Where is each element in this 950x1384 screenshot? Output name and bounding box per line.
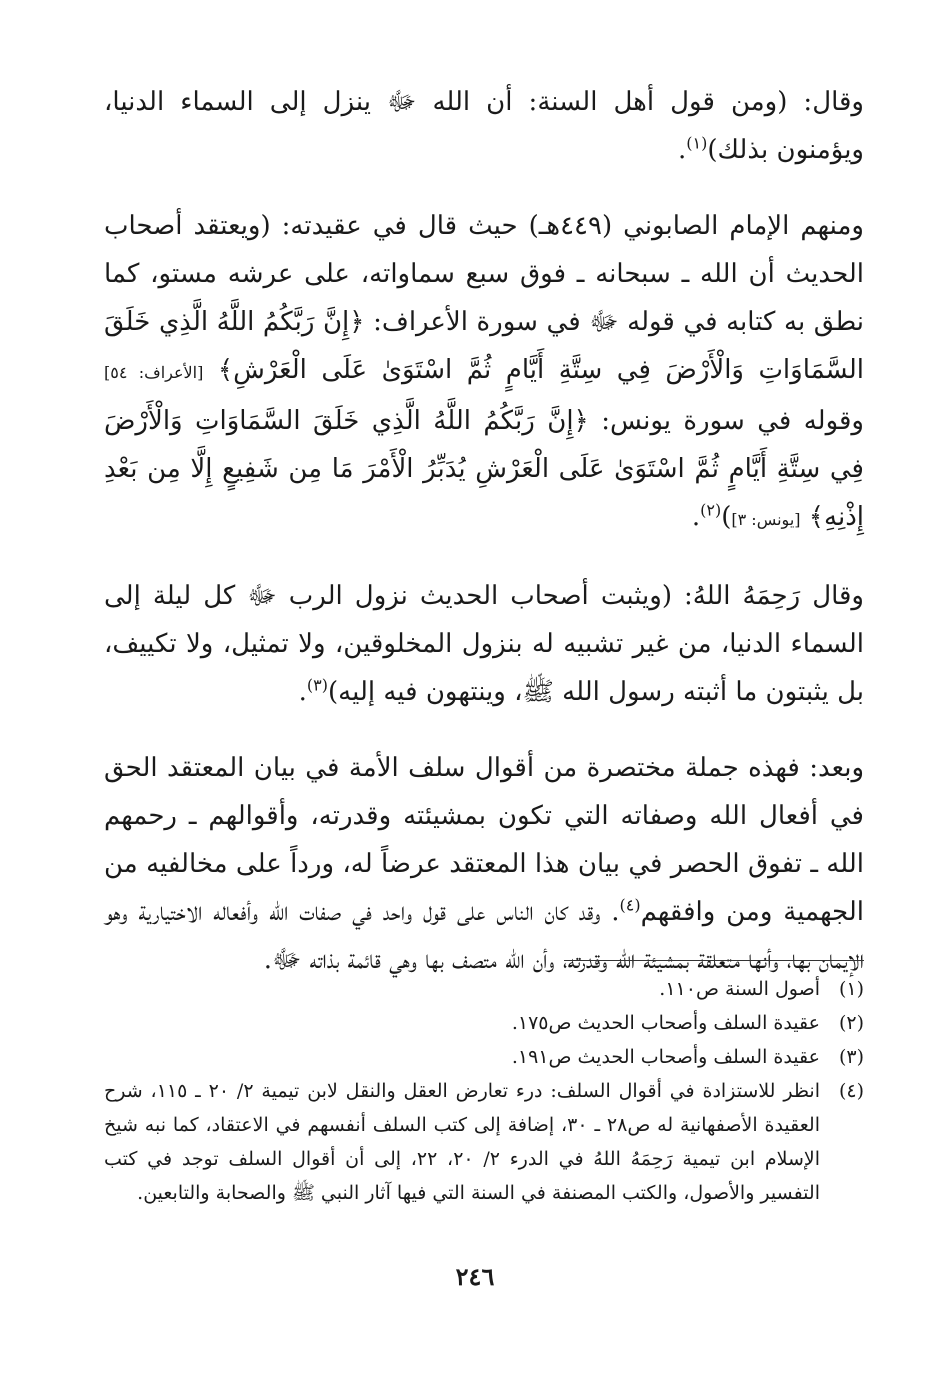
verse-reference-yunus: [يونس: ٣]	[731, 510, 801, 529]
footnote-marker-2: (٢)	[700, 500, 722, 520]
footnote-marker-1: (١)	[686, 133, 708, 153]
footnote-3	[104, 1040, 864, 1074]
footnote-2	[104, 1006, 864, 1040]
paragraph-2-middle: وقوله في سورة يونس:	[601, 406, 864, 436]
paragraph-2	[104, 202, 864, 544]
footnote-divider	[564, 960, 864, 961]
footnote-number: (٤)	[838, 1080, 864, 1102]
paragraph-3-end: .	[298, 677, 307, 707]
paragraph-3-text: وقال رَحِمَهُ اللهُ: (ويثبت أصحاب الحديث نزول الرب ﷻ كل ليلة إلى السماء الدنيا، من غير تشبيه له بنزول المخلوقين، ولا تمثيل، ولا تكييف، بل يثبتون ما أثبته رسول الله ﷺ، وينتهون فيه إليه)	[104, 581, 864, 707]
quran-verse-yunus: ﴿إِنَّ رَبَّكُمُ اللَّهُ الَّذِي خَلَقَ السَّمَاوَاتِ وَالْأَرْضَ فِي سِتَّةِ أَيَّامٍ ثُمَّ اسْتَوَىٰ عَلَى الْعَرْشِ يُدَبِّرُ الْأَمْرَ مَا مِن شَفِيعٍ إِلَّا مِن بَعْدِ إِذْنِهِ﴾	[104, 406, 864, 532]
main-text	[104, 78, 864, 984]
paragraph-1	[104, 78, 864, 174]
paragraph-4-rest: . وقد كان الناس على قول واحد في صفات الله وأفعاله الاختيارية وهو الإيمان بها، وأنها متعلقة بمشيئة الله وقدرته، وأن الله متصف بها وهي قائمة بذاته ﷻ.	[104, 897, 864, 975]
footnote-text: عقيدة السلف وأصحاب الحديث ص١٩١.	[511, 1046, 820, 1068]
footnote-4	[104, 1074, 864, 1210]
paragraph-3	[104, 572, 864, 716]
footnote-marker-3: (٣)	[306, 675, 329, 695]
footnotes	[104, 972, 864, 1210]
paragraph-2-end: .	[691, 502, 701, 532]
footnote-text: انظر للاستزادة في أقوال السلف: درء تعارض العقل والنقل لابن تيمية ٢/ ٢٠ ـ ١١٥، شرح العقيدة الأصفهانية له ص٢٨ ـ ٣٠، إضافة إلى كتب السلف أنفسهم في الاعتقاد، كما نبه شيخ الإسلام ابن تيمية رَحِمَهُ اللهُ في الدرء ٢/ ٢٠، ٢٢، إلى أن أقوال السلف توجد في كتب التفسير والأصول، والكتب المصنفة في السنة التي فيها آثار النبي ﷺ والصحابة والتابعين.	[104, 1080, 821, 1204]
footnote-1	[104, 972, 864, 1006]
verse-reference-araf: [الأعراف: ٥٤]	[104, 363, 204, 382]
quran-verse-araf: ﴿إِنَّ رَبَّكُمُ اللَّهُ الَّذِي خَلَقَ السَّمَاوَاتِ وَالْأَرْضَ فِي سِتَّةِ أَيَّامٍ ثُمَّ اسْتَوَىٰ عَلَى الْعَرْشِ﴾	[104, 307, 865, 385]
paragraph-2-close: )	[721, 502, 732, 532]
footnote-text: عقيدة السلف وأصحاب الحديث ص١٧٥.	[511, 1012, 820, 1034]
footnote-number: (١)	[838, 978, 864, 1000]
paragraph-4	[104, 744, 864, 984]
footnote-text: أصول السنة ص١١٠.	[659, 978, 820, 1000]
paragraph-1-end: .	[677, 135, 687, 165]
footnote-number: (٢)	[838, 1012, 864, 1034]
footnote-marker-4: (٤)	[619, 895, 641, 915]
page-number: ٢٤٦	[455, 1262, 495, 1291]
paragraph-2-intro: ومنهم الإمام الصابوني (٤٤٩هـ) حيث قال في عقيدته: (ويعتقد أصحاب الحديث أن الله ـ سبحانه ـ فوق سبع سماواته، على عرشه مستو، كما نطق به كتابه في قوله ﷻ في سورة الأعراف:	[104, 211, 865, 337]
paragraph-1-text: وقال: (ومن قول أهل السنة: أن الله ﷻ ينزل إلى السماء الدنيا، ويؤمنون بذلك)	[104, 87, 864, 165]
footnote-number: (٣)	[838, 1046, 864, 1068]
paragraph-4-text: وبعد: فهذه جملة مختصرة من أقوال سلف الأمة في بيان المعتقد الحق في أفعال الله وصفاته التي تكون بمشيئته وقدرته، وأقوالهم ـ رحمهم الله ـ تفوق الحصر في بيان هذا المعتقد عرضاً له، ورداً على مخالفيه من الجهمية ومن وافقهم	[104, 753, 864, 927]
